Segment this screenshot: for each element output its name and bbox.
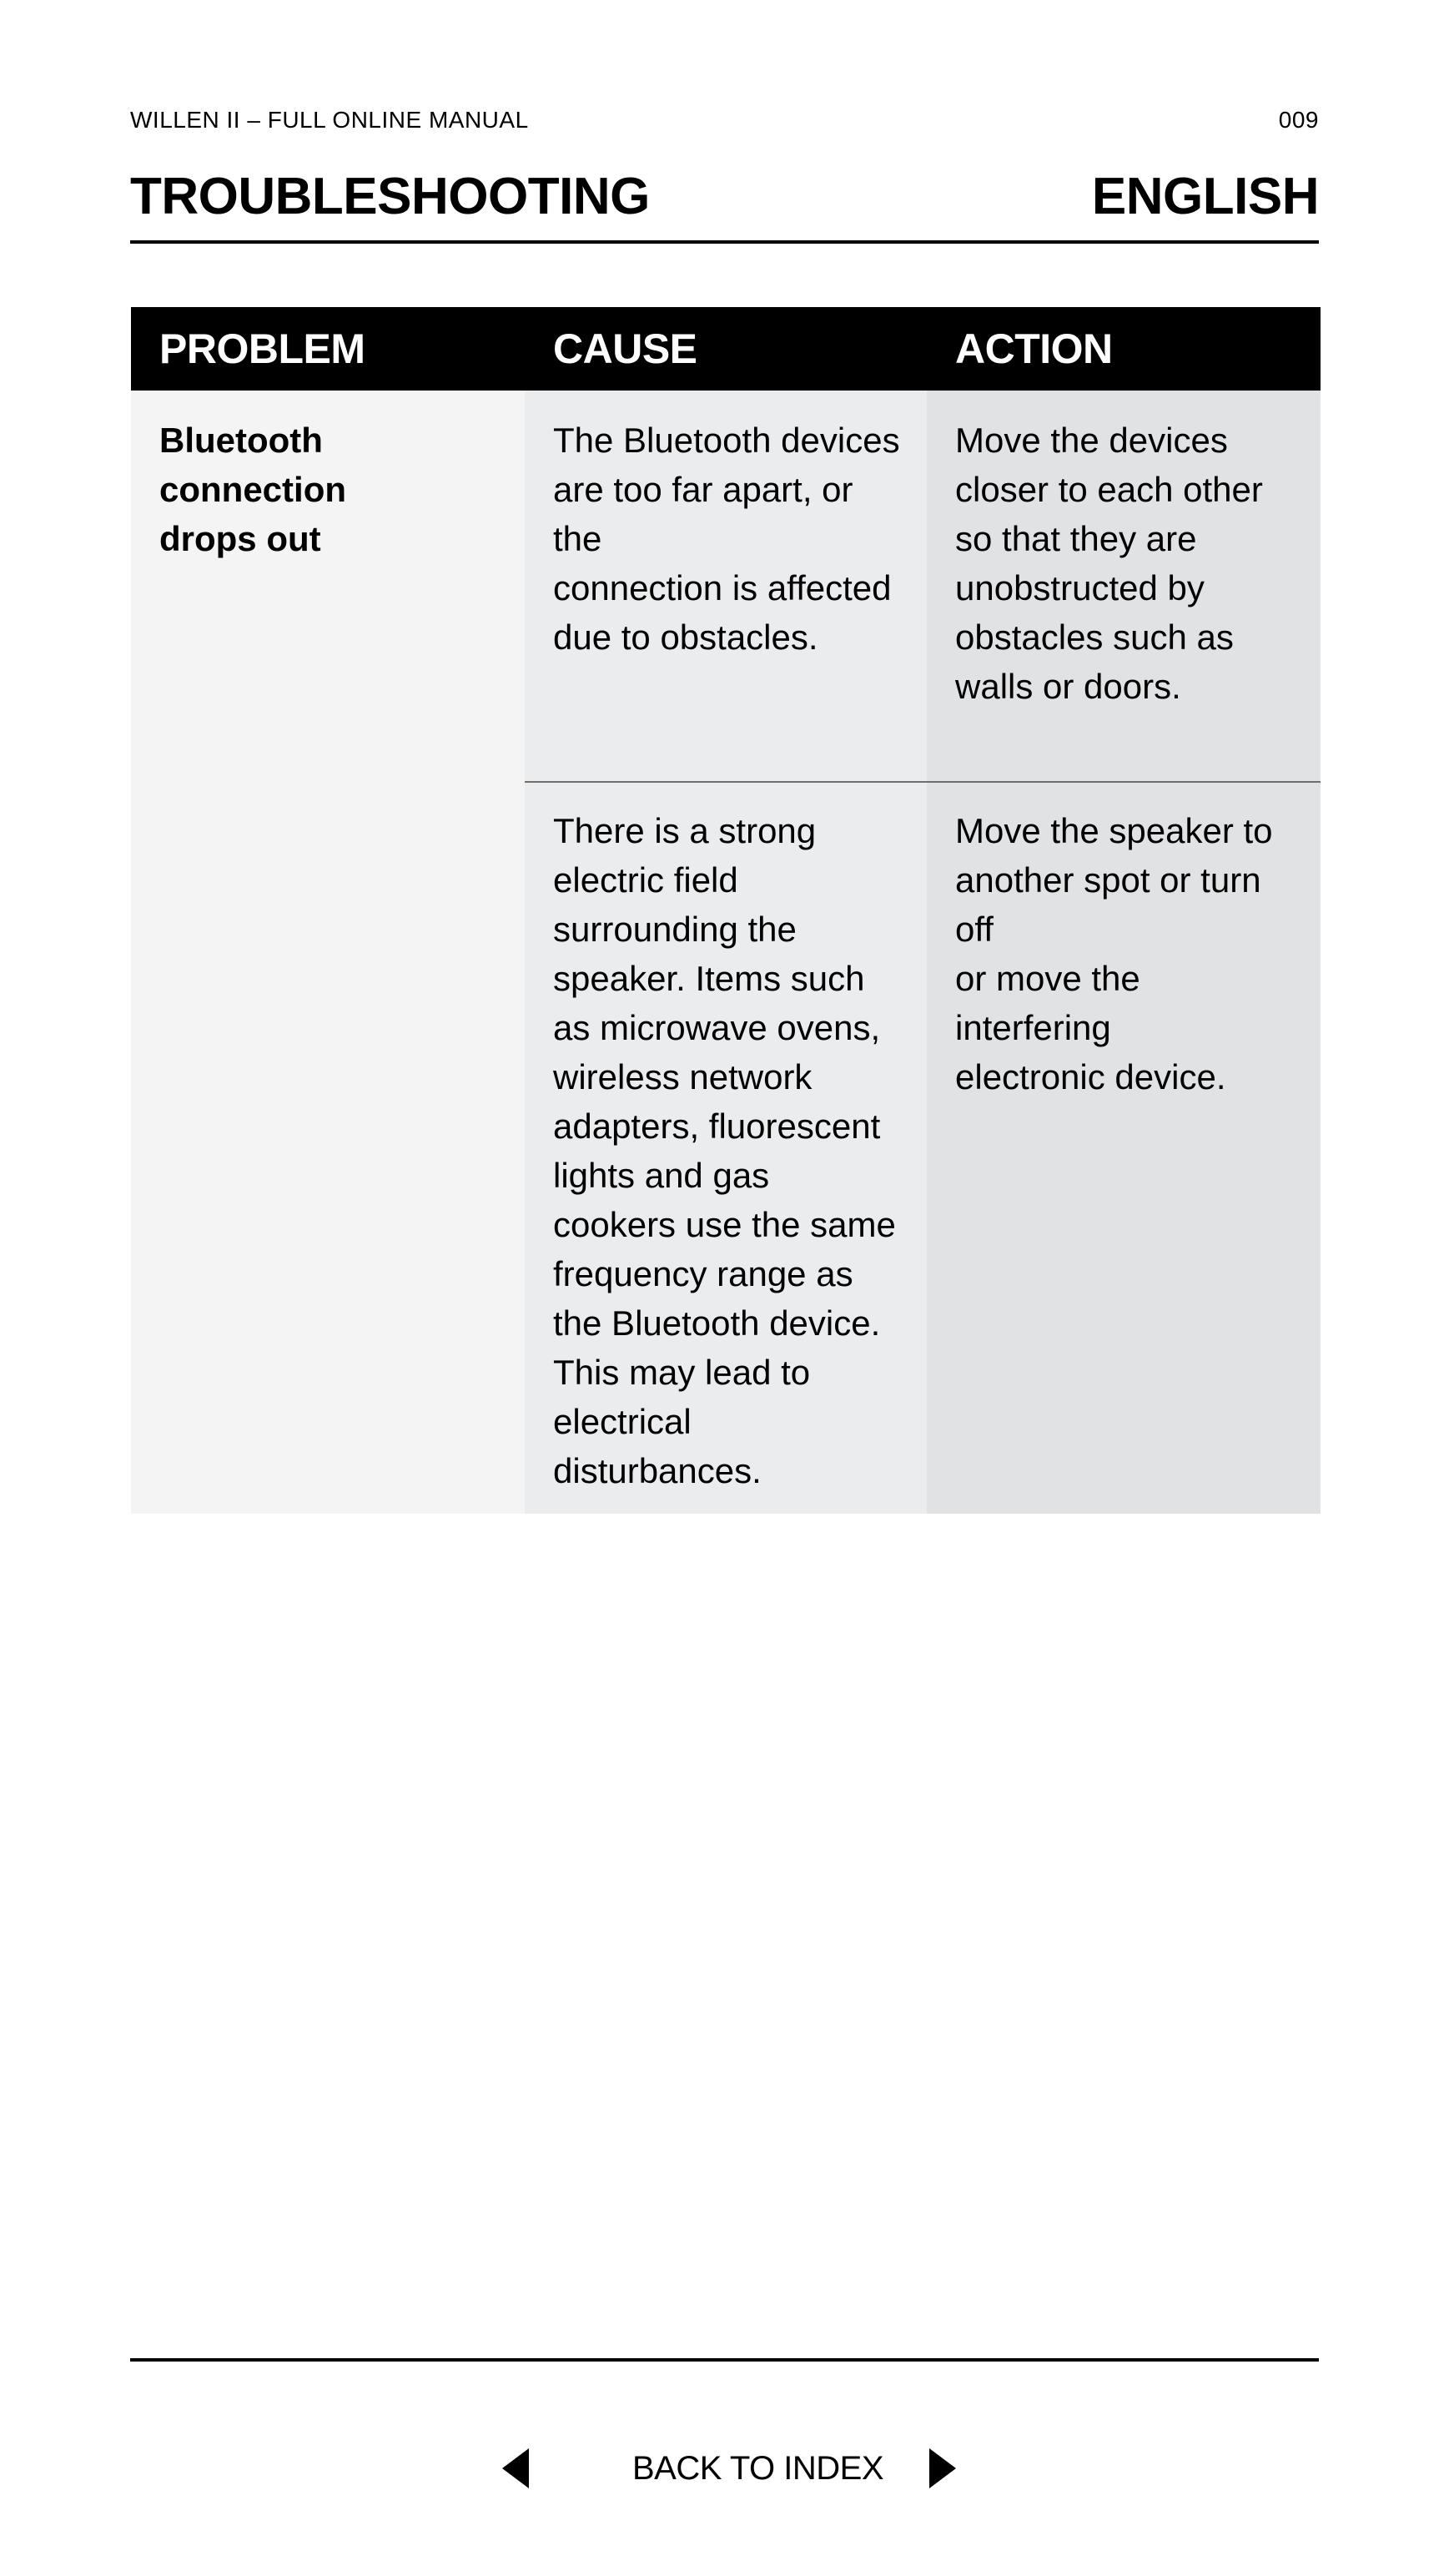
language-label: ENGLISH [1091, 168, 1319, 225]
table-header-row [131, 307, 1321, 391]
header-action: ACTION [955, 325, 1113, 372]
header-problem: PROBLEM [159, 325, 365, 372]
triangle-left-icon[interactable] [502, 2448, 529, 2488]
manual-title: WILLEN II – FULL ONLINE MANUAL [130, 107, 529, 133]
cause-cell: There is a strong electric field surrounding the speaker. Items such as microwave ovens, wireless network adapters, fluorescent lights and gas cookers use the same frequency range as the Bluetooth device. This may lead to electrical disturbances. [525, 783, 927, 1514]
cause-action-rows [525, 391, 1321, 1514]
table-row [525, 391, 1321, 781]
section-title: TROUBLESHOOTING [130, 168, 650, 225]
table-row [525, 781, 1321, 1514]
page-navigation [0, 2445, 1449, 2492]
problem-cell: Bluetooth connection drops out [131, 391, 525, 1514]
header-cause: CAUSE [553, 325, 697, 372]
back-to-index-link[interactable]: BACK TO INDEX [632, 2450, 883, 2487]
page-heading [130, 164, 1319, 230]
table-body [131, 391, 1321, 1514]
page-number: 009 [1278, 107, 1319, 133]
cause-cell: The Bluetooth devices are too far apart, or the connection is affected due to obstacles. [525, 391, 927, 781]
action-cell: Move the speaker to another spot or turn off or move the interfering electronic device. [927, 783, 1321, 1514]
troubleshooting-table [131, 307, 1321, 1514]
action-cell: Move the devices closer to each other so that they are unobstructed by obstacles such as walls or doors. [927, 391, 1321, 781]
header-divider [130, 240, 1319, 244]
running-header [130, 107, 1319, 134]
triangle-right-icon[interactable] [929, 2448, 956, 2488]
footer-divider [130, 2358, 1319, 2362]
